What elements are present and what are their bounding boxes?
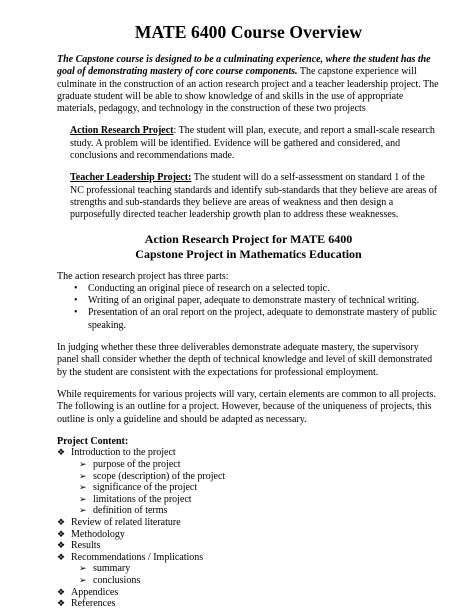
outline-subitem-text: limitations of the project — [93, 493, 192, 505]
outline-subitem-text: scope (description) of the project — [93, 470, 226, 482]
diamond-bullet-icon: ❖ — [57, 540, 66, 551]
part-text: Conducting an original piece of research on a selected topic. — [88, 282, 330, 294]
section-heading-2: Capstone Project in Mathematics Education — [135, 247, 362, 262]
outline-subitem — [57, 575, 440, 587]
outline-subitem-text: conclusions — [93, 574, 141, 586]
outline-item-text: Introduction to the project — [71, 447, 176, 459]
outline-subitem-text: significance of the project — [93, 482, 198, 494]
bullet-dot-icon: • — [74, 295, 78, 307]
arrowhead-bullet-icon: ➢ — [79, 459, 87, 470]
outline-item — [57, 540, 440, 552]
teacher-leadership-label: Teacher Leadership Project: — [70, 172, 192, 184]
part-text: Writing of an original paper, adequate to demonstrate mastery of technical writing. — [88, 295, 420, 307]
bullet-dot-icon: • — [74, 282, 78, 294]
diamond-bullet-icon: ❖ — [57, 516, 66, 527]
bullet-dot-icon: • — [74, 307, 78, 319]
arrowhead-bullet-icon: ➢ — [79, 493, 87, 504]
arrowhead-bullet-icon: ➢ — [79, 470, 87, 481]
outline-subitem-text: definition of terms — [93, 505, 168, 517]
outline-subitem — [57, 563, 440, 575]
action-research-text: : The student will plan, execute, and report a small-scale research study. A problem will be identified. Evidence will be gathered and considered, and conclusions and recommendations made. — [70, 125, 435, 162]
action-research-paragraph — [70, 125, 440, 162]
diamond-bullet-icon: ❖ — [57, 598, 66, 609]
list-item — [74, 295, 440, 307]
outline-item-text: Review of related literature — [71, 516, 181, 528]
outline-item-text: Appendices — [71, 586, 119, 598]
diamond-bullet-icon: ❖ — [57, 447, 66, 458]
outline-subitem — [57, 505, 440, 517]
diamond-bullet-icon: ❖ — [57, 551, 66, 562]
outline-item-text: Methodology — [71, 528, 125, 540]
page-title: MATE 6400 Course Overview — [134, 22, 363, 42]
outline-subitem-text: purpose of the project — [93, 459, 181, 471]
parts-intro: The action research project has three parts: — [57, 270, 229, 282]
parts-list — [57, 283, 440, 332]
arrowhead-bullet-icon: ➢ — [79, 482, 87, 493]
diamond-bullet-icon: ❖ — [57, 528, 66, 539]
arrowhead-bullet-icon: ➢ — [79, 574, 87, 585]
arrowhead-bullet-icon: ➢ — [79, 563, 87, 574]
outline-item — [57, 447, 440, 459]
outline-item — [57, 529, 440, 541]
teacher-leadership-text: The student will do a self-assessment on standard 1 of the NC professional teaching standards and identify sub-standards that they believe are areas of strengths and sub-standards they believe are areas of weakness and then design a purposefully directed teacher leadership growth plan to address these weaknesses. — [70, 172, 438, 221]
intro-paragraph — [57, 54, 440, 115]
requirements-paragraph: While requirements for various projects will vary, certain elements are common to all projects. The following is an outline for a project. However, because of the uniqueness of projects, this outline is only a guideline and should be adapted as necessary. — [57, 388, 436, 425]
outline-subitem-text: summary — [93, 563, 131, 575]
list-item — [74, 283, 440, 295]
outline-subitem — [57, 482, 440, 494]
diamond-bullet-icon: ❖ — [57, 586, 66, 597]
action-research-label: Action Research Project — [70, 125, 174, 137]
outline-item-text: Recommendations / Implications — [71, 551, 204, 563]
outline-subitem — [57, 471, 440, 483]
arrowhead-bullet-icon: ➢ — [79, 505, 87, 516]
intro-emphasis: The Capstone course is designed to be a culminating experience, where the student has the goal of demonstrating mastery of core course components. — [57, 54, 431, 78]
outline-item — [57, 587, 440, 599]
teacher-leadership-paragraph — [70, 172, 440, 221]
outline-item — [57, 517, 440, 529]
outline-subitem — [57, 494, 440, 506]
project-content-outline — [57, 436, 440, 610]
outline-item — [57, 552, 440, 564]
outline-item — [57, 598, 440, 610]
judging-paragraph: In judging whether these three deliverables demonstrate adequate mastery, the supervisory panel shall consider whether the depth of technical knowledge and level of skill demonstrated by the student are consistent with the expectations for professional employment. — [57, 342, 433, 378]
section-heading-1: Action Research Project for MATE 6400 — [144, 231, 353, 246]
outline-item-text: Results — [71, 540, 101, 552]
outline-heading: Project Content: — [57, 435, 129, 447]
intro-body: The capstone experience will culminate in the construction of an action research project and a teacher leadership project. The graduate student will be able to show knowledge of and skills in the use of appropriate materials, pedagogy, and technology in the construction of these two projects — [57, 66, 439, 115]
list-item — [74, 307, 440, 332]
outline-subitem — [57, 459, 440, 471]
part-text: Presentation of an oral report on the project, adequate to demonstrate mastery of public speaking. — [88, 307, 437, 331]
outline-item-text: References — [71, 598, 116, 610]
